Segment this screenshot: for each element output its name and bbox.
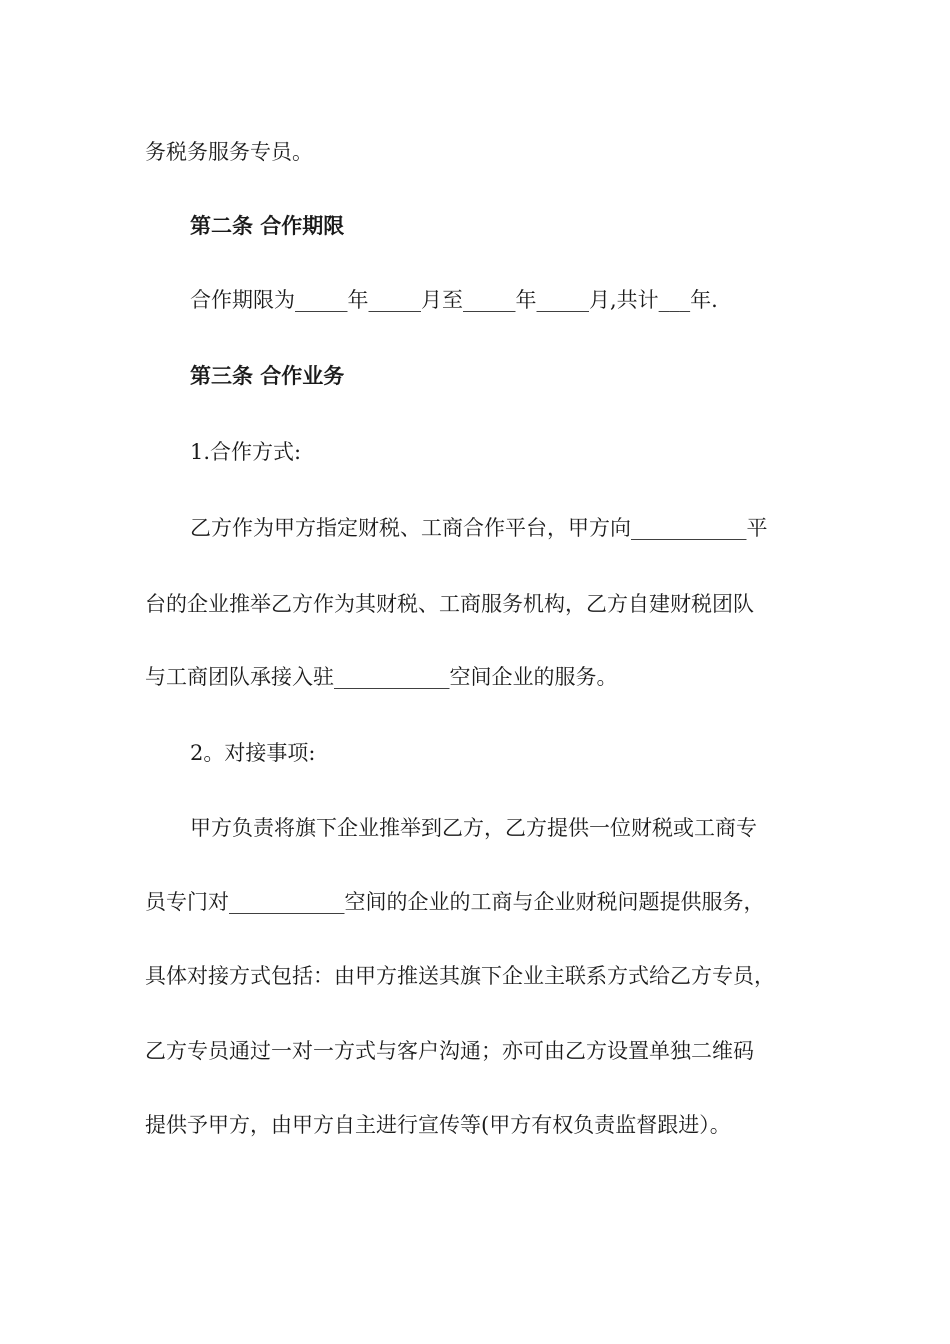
paragraph-line-continuation: 务税务服务专员。: [145, 140, 313, 164]
subheading-docking-items: 2。对接事项:: [190, 741, 316, 765]
paragraph-line: 与工商团队承接入驻___________空间企业的服务。: [145, 665, 618, 689]
paragraph-line: 提供予甲方，由甲方自主进行宣传等(甲方有权负责监督跟进）。: [145, 1113, 731, 1137]
subheading-cooperation-mode: 1.合作方式:: [190, 440, 302, 464]
section-heading-business: 第三条 合作业务: [190, 364, 345, 388]
term-period-line: 合作期限为_____年_____月至_____年_____月,共计___年.: [190, 288, 718, 312]
paragraph-line: 甲方负责将旗下企业推举到乙方，乙方提供一位财税或工商专: [190, 816, 757, 840]
section-heading-term: 第二条 合作期限: [190, 214, 345, 238]
paragraph-line: 乙方专员通过一对一方式与客户沟通；亦可由乙方设置单独二维码: [145, 1039, 754, 1063]
paragraph-line: 具体对接方式包括：由甲方推送其旗下企业主联系方式给乙方专员，: [145, 964, 775, 988]
paragraph-line: 员专门对___________空间的企业的工商与企业财税问题提供服务，: [145, 890, 765, 914]
paragraph-line: 乙方作为甲方指定财税、工商合作平台，甲方向___________平: [190, 516, 768, 540]
paragraph-line: 台的企业推举乙方作为其财税、工商服务机构，乙方自建财税团队: [145, 592, 754, 616]
